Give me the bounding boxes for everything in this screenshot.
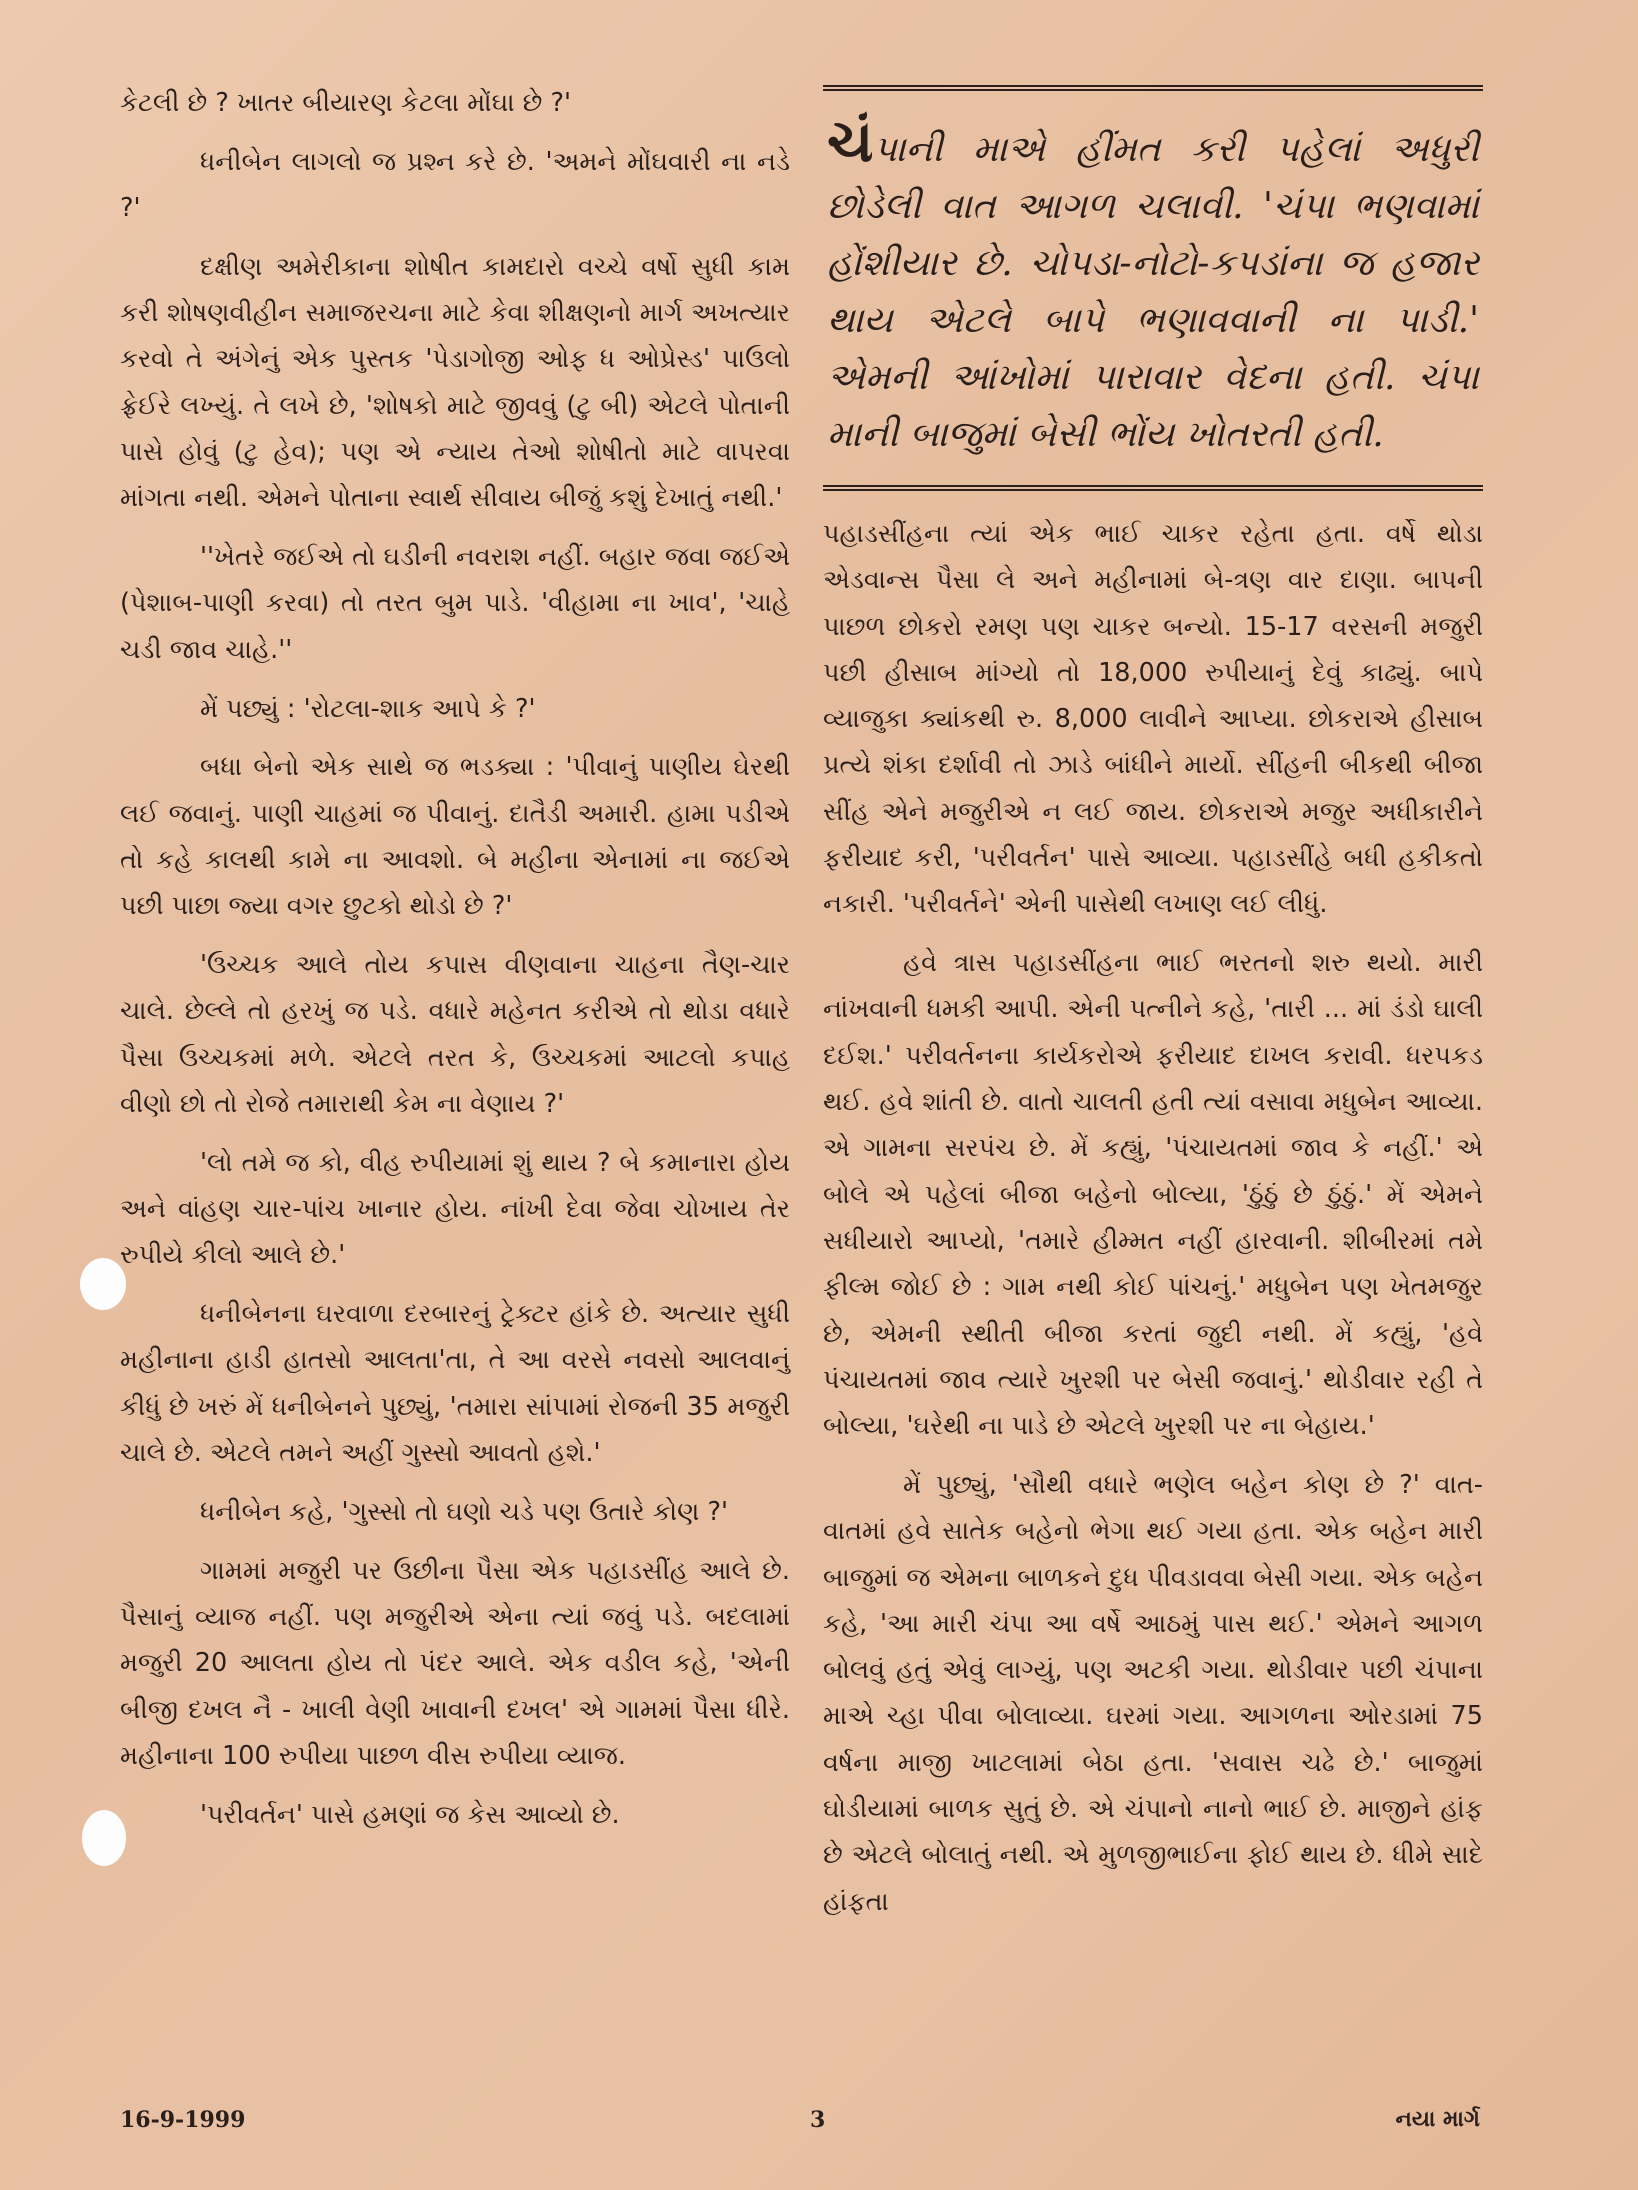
pull-quote bbox=[823, 85, 1483, 491]
paragraph: ગામમાં મજુરી પર ઉછીના પૈસા એક પહાડસીંહ આલે છે. પૈસાનું વ્યાજ નહીં. પણ મજુરીએ એના ત્યાં જવું પડે. બદલામાં મજુરી 20 આલતા હોય તો પંદર આલે. એક વડીલ કહે, 'એની બીજી દખલ નૈ - ખાલી વેણી ખાવાની દખલ' એ ગામમાં પૈસા ધીરે. મહીનાના 100 રુપીયા પાછળ વીસ રુપીયા વ્યાજ. bbox=[120, 1555, 790, 1771]
paragraph: ધનીબેન લાગલો જ પ્રશ્ન કરે છે. 'અમને મોંઘવારી ના નડે ?' bbox=[120, 146, 790, 224]
paragraph: 'ઉચ્ચક આલે તોય કપાસ વીણવાના ચાહના તૈણ-ચાર ચાલે. છેલ્લે તો હરખું જ પડે. વધારે મહેનત કરીએ તો થોડા વધારે પૈસા ઉચ્ચકમાં મળે. એટલે તરત કે, ઉચ્ચકમાં આટલો કપાહ વીણો છો તો રોજે તમારાથી કેમ ના વેણાય ?' bbox=[120, 950, 790, 1119]
paragraph: પહાડસીંહના ત્યાં એક ભાઈ ચાકર રહેતા હતા. વર્ષે થોડા એડવાન્સ પૈસા લે અને મહીનામાં બે-ત્રણ વાર દાણા. બાપની પાછળ છોકરો રમણ પણ ચાકર બન્યો. 15-17 વરસની મજુરી પછી હીસાબ માંગ્યો તો 18,000 રુપીયાનું દેવું કાઢ્યું. બાપે વ્યાજુકા ક્યાંકથી રુ. 8,000 લાવીને આપ્યા. છોકરાએ હીસાબ પ્રત્યે શંકા દર્શાવી તો ઝાડે બાંધીને માર્યો. સીંહની બીકથી બીજા સીંહ એને મજુરીએ ન લઈ જાય. છોકરાએ મજુર અધીકારીને ફરીયાદ કરી, 'પરીવર્તન' પાસે આવ્યા. પહાડસીંહે બધી હકીકતો નકારી. 'પરીવર્તને' એની પાસેથી લખાણ લઈ લીધું. bbox=[823, 519, 1483, 920]
pull-quote-body: પાની માએ હીંમત કરી પહેલાં અધુરી છોડેલી વાત આગળ ચલાવી. 'ચંપા ભણવામાં હોંશીયાર છે. ચોપડા-નોટો-કપડાંના જ હજાર થાય એટલે બાપે ભણાવવાની ના પાડી.' એમની આંખોમાં પારાવાર વેદના હતી. ચંપા માની બાજુમાં બેસી ભોંય ખોતરતી હતી. bbox=[827, 129, 1479, 455]
paragraph: બધા બેનો એક સાથે જ ભડક્યા : 'પીવાનું પાણીય ઘેરથી લઈ જવાનું. પાણી ચાહમાં જ પીવાનું. દાતૈડી અમારી. હામા પડીએ તો કહે કાલથી કામે ના આવશો. બે મહીના એનામાં ના જઈએ પછી પાછા જ્યા વગર છુટકો થોડો છે ?' bbox=[120, 752, 790, 922]
page-footer bbox=[120, 2107, 1480, 2147]
left-column bbox=[120, 80, 790, 1850]
paragraph: 'લો તમે જ કો, વીહ રુપીયામાં શું થાય ? બે કમાનારા હોય અને વાંહણ ચાર-પાંચ ખાનાર હોય. નાંખી દેવા જેવા ચોખાય તેર રુપીયે કીલો આલે છે.' bbox=[120, 1147, 790, 1271]
issue-date: 16-9-1999 bbox=[120, 2107, 246, 2133]
binding-hole bbox=[80, 1258, 126, 1310]
publication-name: નયા માર્ગ bbox=[1395, 2107, 1480, 2132]
drop-cap: ચં bbox=[827, 107, 874, 175]
paragraph: 'પરીવર્તન' પાસે હમણાં જ કેસ આવ્યો છે. bbox=[200, 1799, 620, 1830]
right-column bbox=[823, 85, 1483, 1937]
paragraph: મેં પછ્યું : 'રોટલા-શાક આપે કે ?' bbox=[200, 693, 536, 724]
page-number: 3 bbox=[810, 2107, 826, 2133]
pull-quote-text bbox=[827, 107, 1479, 463]
paragraph: હવે ત્રાસ પહાડસીંહના ભાઈ ભરતનો શરુ થયો. મારી નાંખવાની ધમકી આપી. એની પત્નીને કહે, 'તારી ... માં ડંડો ઘાલી દઈશ.' પરીવર્તનના કાર્યકરોએ ફરીયાદ દાખલ કરાવી. ધરપકડ થઈ. હવે શાંતી છે. વાતો ચાલતી હતી ત્યાં વસાવા મધુબેન આવ્યા. એ ગામના સરપંચ છે. મેં કહ્યું, 'પંચાયતમાં જાવ કે નહીં.' એ બોલે એ પહેલાં બીજા બહેનો બોલ્યા, 'ઠુંઠું છે ઠુંઠું.' મેં એમને સધીયારો આપ્યો, 'તમારે હીમ્મત નહીં હારવાની. શીબીરમાં તમે ફીલ્મ જોઈ છે : ગામ નથી કોઈ પાંચનું.' મધુબેન પણ ખેતમજુર છે, એમની સ્થીતી બીજા કરતાં જુદી નથી. મેં કહ્યું, 'હવે પંચાયતમાં જાવ ત્યારે ખુરશી પર બેસી જવાનું.' થોડીવાર રહી તે બોલ્યા, 'ઘરેથી ના પાડે છે એટલે ખુરશી પર ના બેહાય.' bbox=[823, 948, 1483, 1442]
paragraph: કેટલી છે ? ખાતર બીયારણ કેટલા મોંઘા છે ?' bbox=[120, 88, 572, 118]
paragraph: દક્ષીણ અમેરીકાના શોષીત કામદારો વચ્ચે વર્ષો સુધી કામ કરી શોષણવીહીન સમાજરચના માટે કેવા શીક્ષણનો માર્ગ અખત્યાર કરવો તે અંગેનું એક પુસ્તક 'પેડાગોજી ઓફ ધ ઓપ્રેસ્ડ' પાઉલો ફ્રેઈરે લખ્યું. તે લખે છે, 'શોષકો માટે જીવવું (ટુ બી) એટલે પોતાની પાસે હોવું (ટુ હેવ); પણ એ ન્યાય તેઓ શોષીતો માટે વાપરવા માંગતા નથી. એમને પોતાના સ્વાર્થ સીવાય બીજું કશું દેખાતું નથી.' bbox=[120, 251, 790, 514]
paragraph: ''ખેતરે જઈએ તો ઘડીની નવરાશ નહીં. બહાર જવા જઈએ (પેશાબ-પાણી કરવા) તો તરત બુમ પાડે. 'વીહામા ના ખાવ', 'ચાહે ચડી જાવ ચાહે.'' bbox=[120, 542, 790, 665]
paragraph: ધનીબેન કહે, 'ગુસ્સો તો ઘણો ચડે પણ ઉતારે કોણ ?' bbox=[200, 1496, 729, 1527]
paragraph: મેં પુછ્યું, 'સૌથી વધારે ભણેલ બહેન કોણ છે ?' વાત-વાતમાં હવે સાતેક બહેનો ભેગા થઈ ગયા હતા. એક બહેન મારી બાજુમાં જ એમના બાળકને દુધ પીવડાવવા બેસી ગયા. એક બહેન કહે, 'આ મારી ચંપા આ વર્ષે આઠમું પાસ થઈ.' એમને આગળ બોલવું હતું એવું લાગ્યું, પણ અટકી ગયા. થોડીવાર પછી ચંપાના માએ ચ્હા પીવા બોલાવ્યા. ઘરમાં ગયા. આગળના ઓરડામાં 75 વર્ષના માજી ખાટલામાં બેઠા હતા. 'સવાસ ચઢે છે.' બાજુમાં ઘોડીયામાં બાળક સુતું છે. એ ચંપાનો નાનો ભાઈ છે. માજીને હાંફ છે એટલે બોલાતું નથી. એ મુળજીભાઈના ફોઈ થાય છે. ધીમે સાદે હાંફતા bbox=[823, 1469, 1483, 1917]
binding-hole bbox=[82, 1810, 126, 1866]
paragraph: ધનીબેનના ઘરવાળા દરબારનું ટ્રેક્ટર હાંકે છે. અત્યાર સુધી મહીનાના હાડી હાતસો આલતા'તા, તે આ વરસે નવસો આલવાનું કીધું છે ખરું મેં ધનીબેનને પુછ્યું, 'તમારા સાંપામાં રોજની 35 મજુરી ચાલે છે. એટલે તમને અહીં ગુસ્સો આવતો હશે.' bbox=[120, 1299, 790, 1469]
